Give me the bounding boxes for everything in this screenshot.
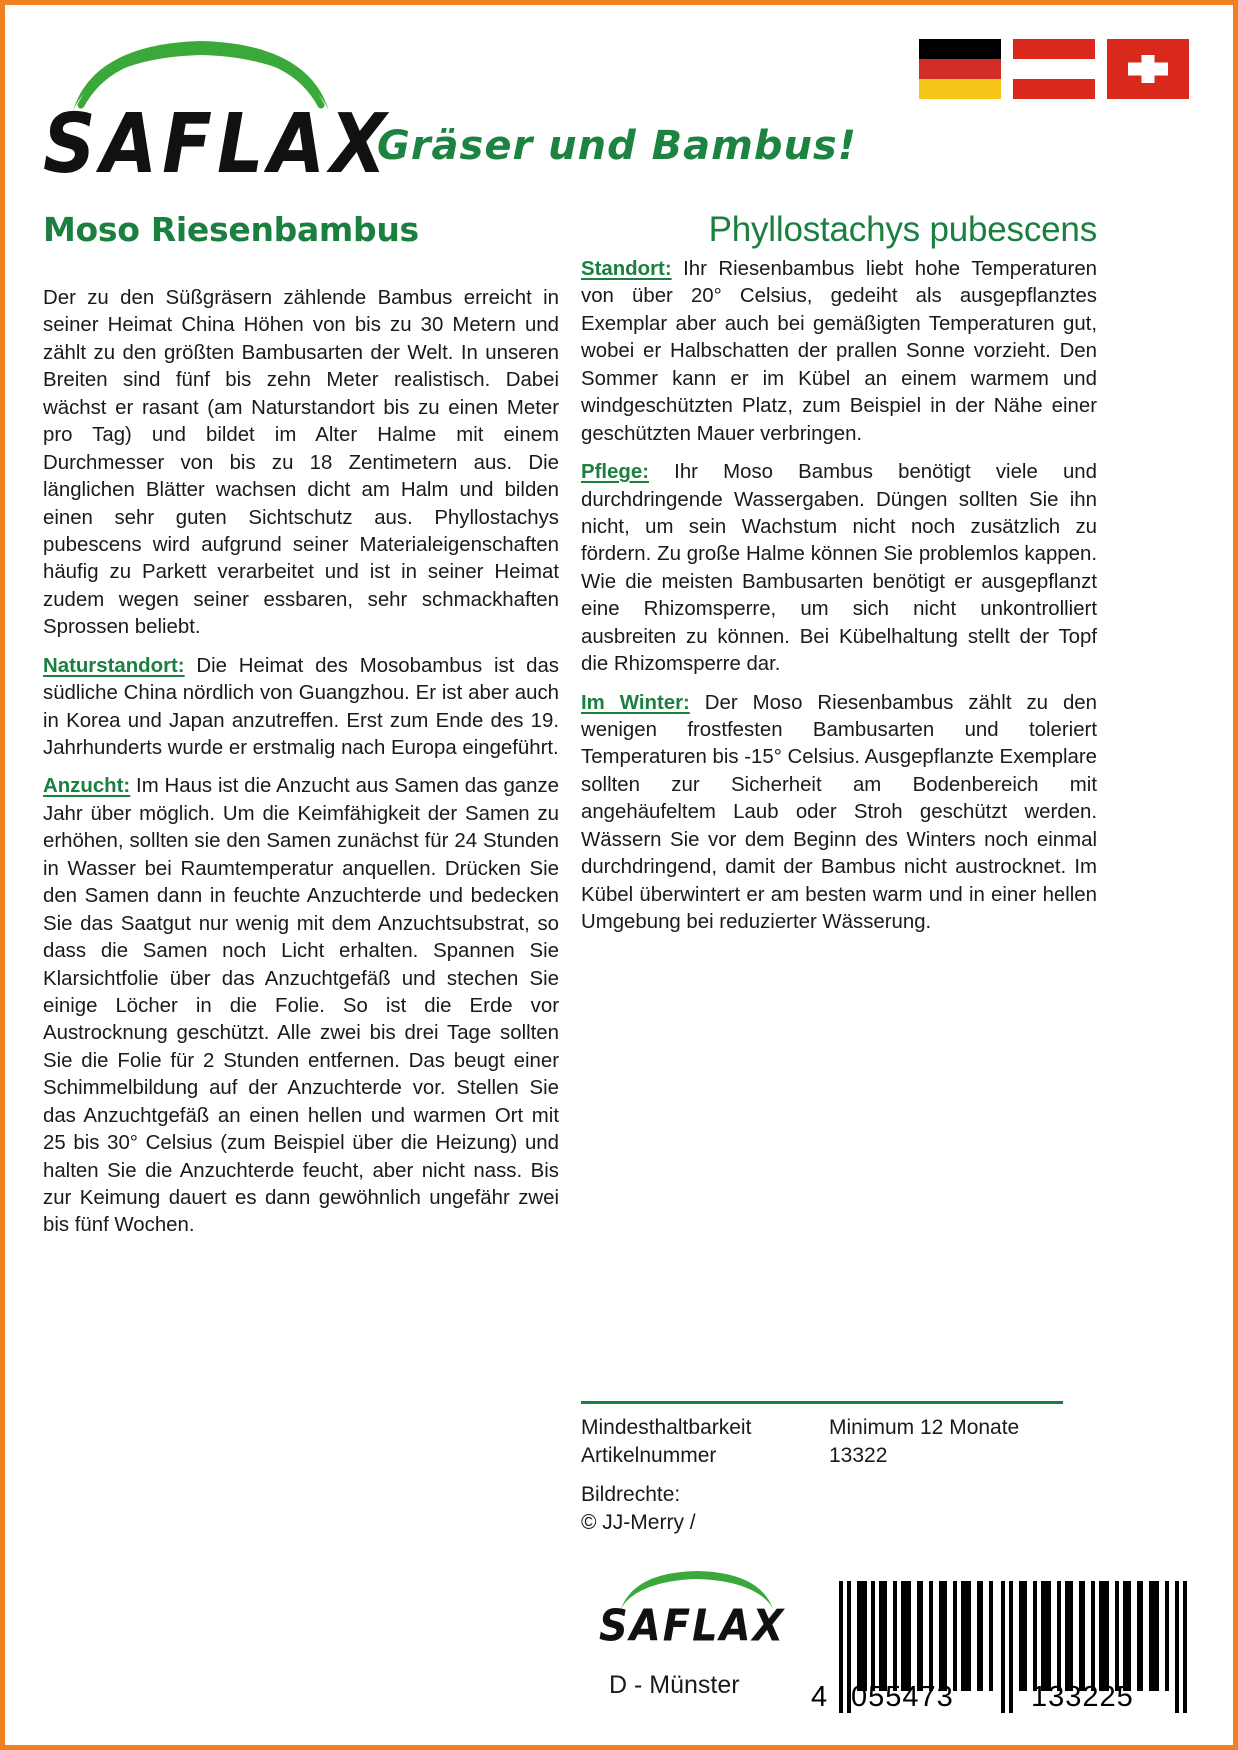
brand-wordmark: SAFLAX (43, 97, 392, 193)
intro-paragraph: Der zu den Süßgräsern zählende Bambus erreicht in seiner Heimat China Höhen von bis zu 30 Metern und zählt zu den größten Bambusarten der Welt. In unseren Breiten sind fünf bis zehn Meter realistisch. Dabei wächst er rasant (am Naturstandort bis zu einen Meter pro Tag) und bildet im Alter Halme mit einem Durchmesser von bis zu 18 Zentimetern aus. Die länglichen Blätter wachsen dicht am Halm und bilden einen sehr guten Sichtschutz aus. Phyllostachys pubescens wird aufgrund seiner Materialeigenschaften häufig zu Parkett verarbeitet und ist in seiner Heimat zudem wegen seiner essbaren, sehr schmackhaften Sprossen beliebt. (43, 287, 559, 639)
section-label-anzucht: Anzucht: (43, 775, 131, 798)
meta-value-shelf-life: Minimum 12 Monate (829, 1416, 1020, 1439)
meta-value-article-number: 13322 (829, 1443, 888, 1467)
austria-flag (1013, 39, 1095, 99)
switzerland-flag (1107, 39, 1189, 99)
brand-wordmark: SAFLAX (599, 1601, 786, 1652)
barcode-right-group: 133225 (1031, 1681, 1134, 1713)
germany-flag (919, 39, 1001, 99)
saflax-footer-logo (599, 1567, 789, 1717)
category-tagline: Gräser und Bambus! (377, 123, 857, 169)
section-text-anzucht: Im Haus ist die Anzucht aus Samen das ganze Jahr über möglich. Um die Keimfähigkeit der Samen zu erhöhen, sollten sie den Samen zunächst für 24 Stunden in Wasser bei Raumtemperatur anquellen. Drücken Sie den Samen dann in feuchte Anzuchterde und bedecken Sie das Saatgut nur wenig mit dem Anzuchtsubstrat, so dass die Samen noch Licht erhalten. Spannen Sie Klarsichtfolie über das Anzuchtgefäß und stechen Sie einige Löcher in die Folie. So ist die Erde vor Austrocknung geschützt. Alle zwei bis drei Tage sollten Sie die Folie für 2 Stunden entfernen. Das beugt einer Schimmelbildung auf der Anzuchterde vor. Stellen Sie das Anzuchtgefäß an einen hellen und warmen Ort mit 25 bis 30° Celsius (zum Beispiel über die Heizung) und halten Sie die Anzuchterde feucht, aber nicht nass. Bis zur Keimung dauert es dann gewöhnlich ungefähr zwei bis fünf Wochen. (43, 775, 559, 1237)
company-city: D - Münster (609, 1671, 740, 1699)
section-naturstandort (43, 653, 559, 763)
plant-common-name: Moso Riesenbambus (43, 210, 419, 249)
footer-divider (581, 1401, 1063, 1404)
product-meta (581, 1401, 1201, 1537)
saflax-logo (43, 31, 392, 193)
meta-key-shelf-life: Mindesthaltbarkeit (581, 1416, 752, 1439)
image-credit (581, 1481, 1201, 1536)
section-anzucht (43, 773, 559, 1239)
image-credit-label: Bildrechte: (581, 1483, 681, 1507)
content-columns (5, 210, 1233, 1251)
meta-key-article-number: Artikelnummer (581, 1443, 717, 1467)
section-text-pflege: Ihr Moso Bambus benötigt viele und durchdringende Wassergaben. Düngen sollten Sie ihn nicht, um sein Wachstum nicht noch zusätzlich zu fördern. Zu große Halme können Sie problemlos kappen. Wie die meisten Bambusarten benötigt er ausgepflanzt eine Rhizomsperre, um sich nicht unkontrolliert ausbreiten zu können. Bei Kübelhaltung stellt der Topf die Rhizomsperre dar. (581, 461, 1097, 676)
page-header (5, 5, 1233, 210)
language-flags (919, 39, 1189, 99)
barcode-lead-digit: 4 (811, 1681, 829, 1713)
section-label-naturstandort: Naturstandort: (43, 654, 185, 677)
section-pflege (581, 459, 1097, 679)
section-text-naturstandort: Die Heimat des Mosobambus ist das südliche China nördlich von Guangzhou. Er ist aber auch in Korea und Japan anzutreffen. Erst zum Ende des 19. Jahrhunderts wurde er erstmalig nach Europa eingeführt. (43, 654, 559, 759)
table-row (581, 1414, 1063, 1442)
barcode-digits (809, 1681, 1209, 1717)
section-label-pflege: Pflege: (581, 461, 649, 484)
section-label-standort: Standort: (581, 258, 672, 280)
left-column (43, 210, 559, 1251)
section-label-im-winter: Im Winter: (581, 691, 690, 714)
section-standort (581, 256, 1097, 448)
right-column (581, 210, 1097, 1251)
section-text-im-winter: Der Moso Riesenbambus zählt zu den wenigen frostfesten Bambusarten und toleriert Temperaturen bis -15° Celsius. Ausgepflanzte Exemplare sollten zur Sicherheit am Bodenbereich mit angehäufeltem Laub oder Stroh geschützt werden. Wässern Sie vor dem Beginn des Winters noch einmal durchdringend, damit der Bambus nicht austrocknet. Im Kübel überwintert er am besten warm und in einer hellen Umgebung bei reduzierter Wässerung. (581, 691, 1097, 934)
barcode-left-group: 055473 (851, 1681, 954, 1713)
section-text-standort: Ihr Riesenbambus liebt hohe Temperaturen von über 20° Celsius, gedeiht als ausgepflanztes Exemplar aber auch bei gemäßigten Temperaturen gut, wobei er Halbschatten der prallen Sonne vorzieht. Den Sommer kann er im Kübel an einem warmem und windgeschützten Platz, zum Beispiel in der Nähe einer geschützten Mauer verbringen. (581, 258, 1097, 445)
image-credit-value: © JJ-Merry / (581, 1511, 696, 1535)
section-im-winter (581, 690, 1097, 937)
table-row (581, 1442, 1063, 1470)
ean13-barcode (809, 1573, 1209, 1733)
plant-scientific-name: Phyllostachys pubescens (708, 210, 1097, 249)
product-meta-table (581, 1414, 1063, 1469)
footer-bottom (581, 1561, 1221, 1741)
